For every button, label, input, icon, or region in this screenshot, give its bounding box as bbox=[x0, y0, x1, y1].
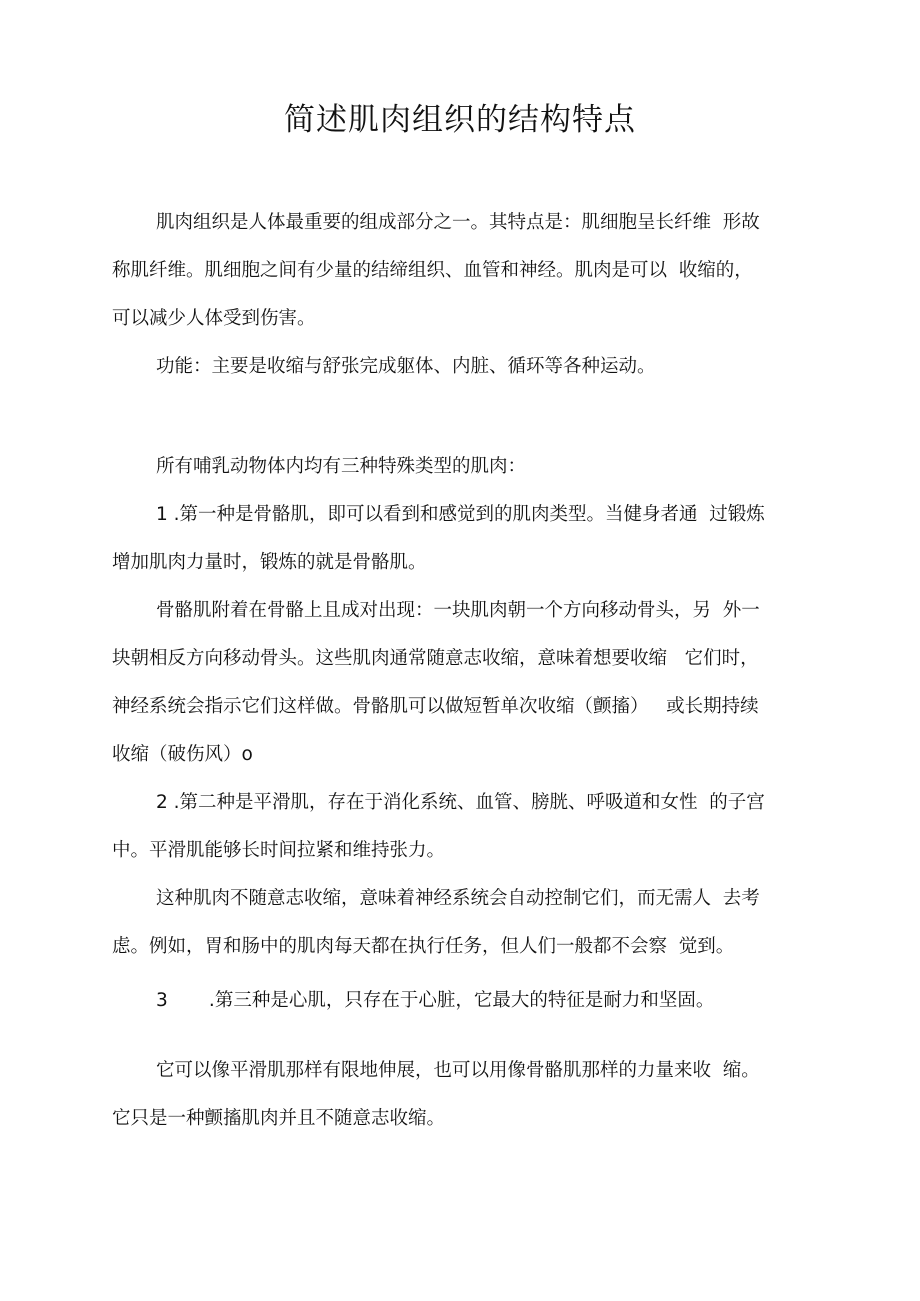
text-line: 肌肉组织是人体最重要的组成部分之一。其特点是：肌细胞呈长纤维 形故 bbox=[156, 212, 760, 233]
text-line: 功能：主要是收缩与舒张完成躯体、内脏、循环等各种运动。 bbox=[156, 356, 656, 377]
text-line: 收缩（破伤风）o bbox=[112, 744, 253, 765]
paragraph-type-1 bbox=[112, 491, 812, 587]
text-line: 增加肌肉力量时，锻炼的就是骨骼肌。 bbox=[112, 552, 427, 573]
text-line: 它只是一种颤搐肌肉并且不随意志收缩。 bbox=[112, 1108, 446, 1129]
text-line: 这种肌肉不随意志收缩，意味着神经系统会自动控制它们，而无需人 去考 bbox=[156, 888, 760, 909]
text-line: 它可以像平滑肌那样有限地伸展，也可以用像骨骼肌那样的力量来收 缩。 bbox=[156, 1060, 760, 1081]
text-line: 虑。例如，胃和肠中的肌肉每天都在执行任务，但人们一般都不会察 觉到。 bbox=[112, 936, 735, 957]
paragraph-type-2 bbox=[112, 779, 812, 875]
paragraph-type-1-detail bbox=[112, 587, 812, 779]
text-line: 所有哺乳动物体内均有三种特殊类型的肌肉： bbox=[156, 456, 527, 477]
text-line: 可以减少人体受到伤害。 bbox=[112, 308, 316, 329]
paragraph-type-3-detail bbox=[112, 1047, 812, 1143]
paragraph-types-intro bbox=[112, 443, 812, 491]
text-line: 3 .第三种是心肌，只存在于心脏，它最大的特征是耐力和坚固。 bbox=[156, 990, 715, 1011]
text-line: 1 .第一种是骨骼肌，即可以看到和感觉到的肌肉类型。当健身者通 过锻炼 bbox=[156, 504, 765, 525]
paragraph-type-3 bbox=[112, 977, 812, 1025]
paragraph-intro bbox=[112, 199, 812, 343]
paragraph-type-2-detail bbox=[112, 875, 812, 971]
text-line: 块朝相反方向移动骨头。这些肌肉通常随意志收缩，意味着想要收缩 它们时， bbox=[112, 648, 759, 669]
paragraph-function bbox=[112, 343, 812, 391]
document-title: 简述肌肉组织的结构特点 bbox=[284, 102, 636, 138]
text-line: 神经系统会指示它们这样做。骨骼肌可以做短暂单次收缩（颤搐） 或长期持续 bbox=[112, 696, 759, 717]
text-line: 中。平滑肌能够长时间拉紧和维持张力。 bbox=[112, 840, 446, 861]
text-line: 骨骼肌附着在骨骼上且成对出现：一块肌肉朝一个方向移动骨头，另 外一 bbox=[156, 600, 760, 621]
text-line: 称肌纤维。肌细胞之间有少量的结缔组织、血管和神经。肌肉是可以 收缩的， bbox=[112, 260, 753, 281]
text-line: 2 .第二种是平滑肌，存在于消化系统、血管、膀胱、呼吸道和女性 的子宫 bbox=[156, 792, 765, 813]
